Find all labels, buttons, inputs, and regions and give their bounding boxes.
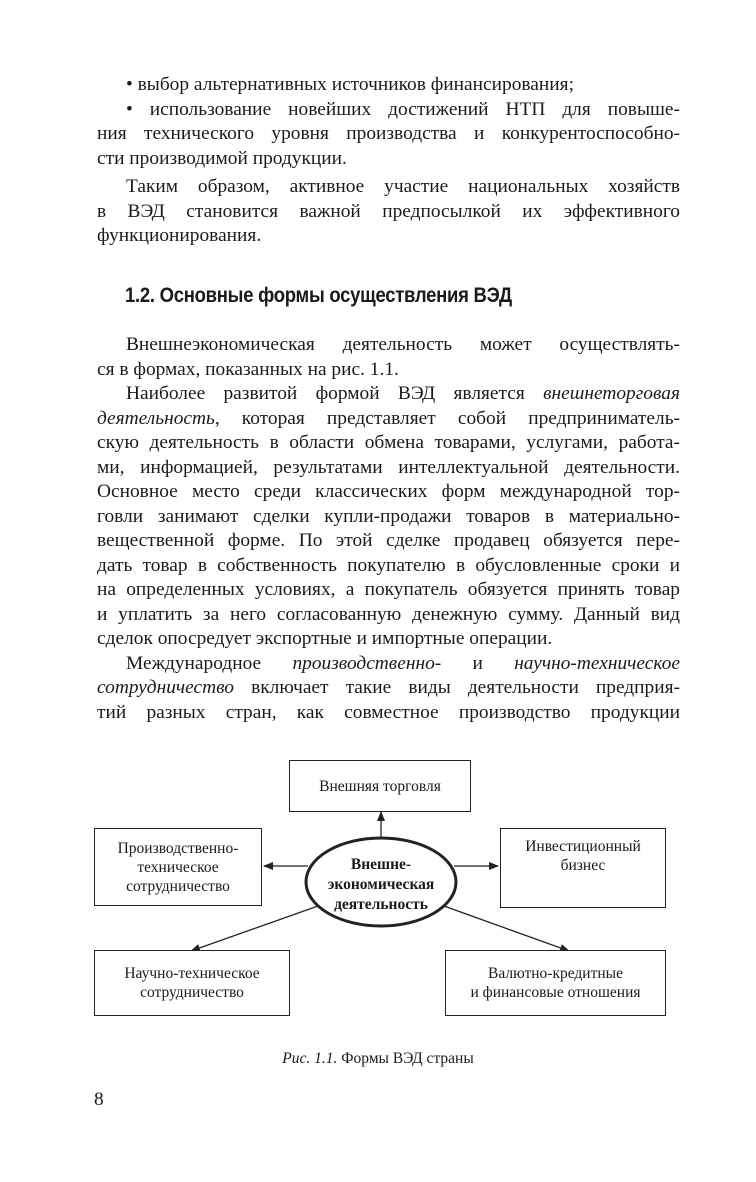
text-line: скую деятельность в области обмена товарами, услугами, работа-: [97, 432, 680, 453]
text-line: тий разных стран, как совместное производство продукции: [97, 701, 680, 723]
box-scientific-cooperation: Научно-техническое сотрудничество: [94, 950, 290, 1016]
text-line: ния технического уровня производства и конкурентоспособно-: [97, 123, 680, 144]
text-line: сделок опосредует экспортные и импортные операции.: [97, 628, 553, 649]
emphasis-term: сотрудничество: [97, 677, 235, 698]
text-line: дать товар в собственность покупателю в обусловленные сроки и: [97, 554, 680, 576]
bullet-item: • выбор альтернативных источников финансирования;: [126, 74, 574, 95]
text-line: Внешнеэкономическая деятельность может осуществлять-: [126, 334, 680, 355]
text-line: и уплатить за него согласованную денежную сумму. Данный вид: [97, 603, 680, 625]
text-line: Наиболее развитой формой ВЭД является внешнеторговая: [126, 383, 680, 404]
figure-caption: [0, 1050, 756, 1068]
text-line: Основное место среди классических форм международной тор-: [97, 481, 680, 502]
text-line: сотрудничество включает такие виды деятельности предприя-: [97, 677, 680, 698]
text-line: на определенных условиях, а покупатель обязуется принять товар: [97, 579, 680, 600]
text-line: сти производимой продукции.: [97, 147, 347, 169]
box-foreign-trade: Внешняя торговля: [289, 760, 471, 812]
box-currency-finance: Валютно-кредитные и финансовые отношения: [445, 950, 666, 1016]
section-heading: 1.2. Основные формы осуществления ВЭД: [125, 284, 512, 307]
emphasis-term: научно-техническое: [514, 652, 680, 674]
text-line: Международное производственно- и научно-техническое: [126, 652, 680, 674]
caption-label: Рис. 1.1.: [282, 1050, 338, 1067]
text-line: Таким образом, активное участие национальных хозяйств: [126, 176, 680, 197]
box-investment-business: Инвестиционный бизнес: [500, 828, 666, 908]
emphasis-term: производственно-: [292, 652, 442, 674]
caption-text: Формы ВЭД страны: [337, 1050, 474, 1067]
emphasis-term: внешнеторговая: [543, 383, 680, 404]
text-line: в ВЭД становится важной предпосылкой их эффективного: [97, 200, 680, 222]
page-number: 8: [94, 1089, 104, 1110]
arrow-to-bottom-left: [191, 906, 318, 951]
text-line: говли занимают сделки купли-продажи товаров в материально-: [97, 505, 680, 527]
bullet-item: • использование новейших достижений НТП для повыше-: [126, 98, 680, 120]
arrow-to-bottom-right: [444, 906, 569, 951]
text-line: вещественной форме. По этой сделке продавец обязуется пере-: [97, 530, 680, 551]
text-line: функционирования.: [97, 225, 262, 246]
box-production-cooperation: Производственно- техническое сотрудничество: [94, 828, 262, 906]
center-label: Внешне- экономическая деятельность: [327, 856, 435, 913]
text-line: деятельность, которая представляет собой предприниматель-: [97, 407, 680, 429]
text-line: ся в формах, показанных на рис. 1.1.: [97, 358, 399, 380]
text-line: ми, информацией, результатами интеллектуальной деятельности.: [97, 456, 680, 478]
emphasis-term: деятельность: [97, 407, 215, 429]
